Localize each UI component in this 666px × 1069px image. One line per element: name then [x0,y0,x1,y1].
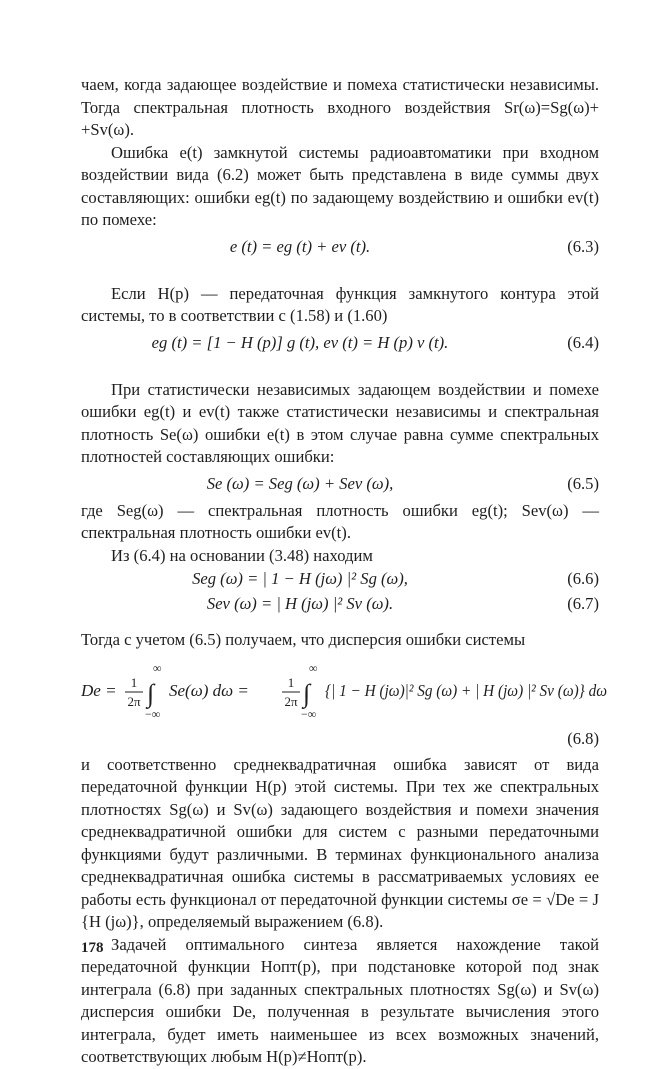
equation-6-3 [81,232,599,263]
eq68-lhs: De = [81,680,117,700]
equation-number: (6.4) [567,332,599,352]
eq68-frac-den-1: 2π [127,693,141,709]
equation-6-7 [81,592,599,617]
integral-sign-2: ∫ [303,678,311,708]
equation-6-6 [81,567,599,592]
equation-formula: Sev (ω) = | H (jω) |² Sv (ω). [206,594,394,613]
page-body [81,74,607,1069]
equation-number: (6.6) [567,569,599,588]
equation-formula: e (t) = eg (t) + ev (t). [229,236,371,256]
equation-number: (6.8) [567,728,599,748]
equation-number: (6.7) [567,594,599,613]
paragraph-8: и соответственно среднеквадратичная ошибка зависят от вида передаточной функции H(p) этой системы. При тех же спектральных плотностях Sg(ω) и Sv(ω) задающего воздействия и помехи значения среднеквадратичной ошибки для систем с разными передаточными функциями будут различными. В терминах функционального анализа среднеквадратичная ошибка системы в рассматриваемых условиях ее работы есть функционал от передаточной функции системы σe = √De = J {H (jω)}, определяемый выражением (6.8). [81,754,599,931]
equation-number: (6.5) [567,473,599,493]
paragraph-7: Тогда с учетом (6.5) получаем, что дисперсия ошибки системы [81,630,526,649]
eq68-upper-1: ∞ [153,661,162,675]
eq68-mid: Se(ω) dω = [169,680,249,700]
eq68-rhs: {| 1 − H (jω)|² Sg (ω) + | H (jω) |² Sv (ω)} dω [325,680,607,700]
paragraph-4: При статистически независимых задающем воздействии и помехе ошибки eg(t) и ev(t) также статистически независимы и спектральная плотность Se(ω) ошибки e(t) в этом случае равна сумме спектральных плотностей составляющих ошибки: [81,379,599,466]
equation-number: (6.3) [567,236,599,256]
paragraph-1: чаем, когда задающее воздействие и помеха статистически независимы. Тогда спектральная плотность входного воздействия Sr(ω)=Sg(ω)+ +Sv(ω). [81,75,599,139]
equation-6-5 [81,469,599,500]
equation-6-4 [81,328,599,359]
eq68-frac-num-2: 1 [287,674,295,690]
integral-sign-1: ∫ [147,678,155,708]
paragraph-3: Если H(p) — передаточная функция замкнутого контура этой системы, то в соответствии с (1.58) и (1.60) [81,283,599,325]
eq68-upper-2: ∞ [309,661,318,675]
paragraph-2: Ошибка e(t) замкнутой системы радиоавтоматики при входном воздействии вида (6.2) может быть представлена в виде суммы двух составляющих: ошибки eg(t) по задающему воздействию и ошибки ev(t) по помехе: [81,142,599,229]
page-number: 178 [81,940,104,956]
eq68-frac-num-1: 1 [130,674,138,690]
equation-6-8 [81,661,607,754]
paragraph-5: где Seg(ω) — спектральная плотность ошибки eg(t); Sev(ω) — спектральная плотность ошибки ev(t). [81,500,599,542]
equation-formula: Se (ω) = Seg (ω) + Sev (ω), [206,473,394,493]
paragraph-6: Из (6.4) на основании (3.48) находим [111,545,373,565]
eq68-lower-1: −∞ [145,706,161,721]
eq68-frac-den-2: 2π [284,693,298,709]
equation-formula: Seg (ω) = | 1 − H (jω) |² Sg (ω), [192,569,408,588]
paragraph-9: Задачей оптимального синтеза является нахождение такой передаточной функции Hопт(p), при подстановке которой под знак интеграла (6.8) при заданных спектральных плотностях Sg(ω) и Sv(ω) дисперсия ошибки De, полученная в результате вычисления этого интеграла, будет иметь наименьшее из всех возможных значений, соответствующих любым H(p)≠Hопт(p). [81,934,599,1066]
eq68-lower-2: −∞ [301,706,317,721]
equation-6-8-formula [81,662,609,722]
equation-formula: eg (t) = [1 − H (p)] g (t), ev (t) = H (p) v (t). [151,332,449,352]
